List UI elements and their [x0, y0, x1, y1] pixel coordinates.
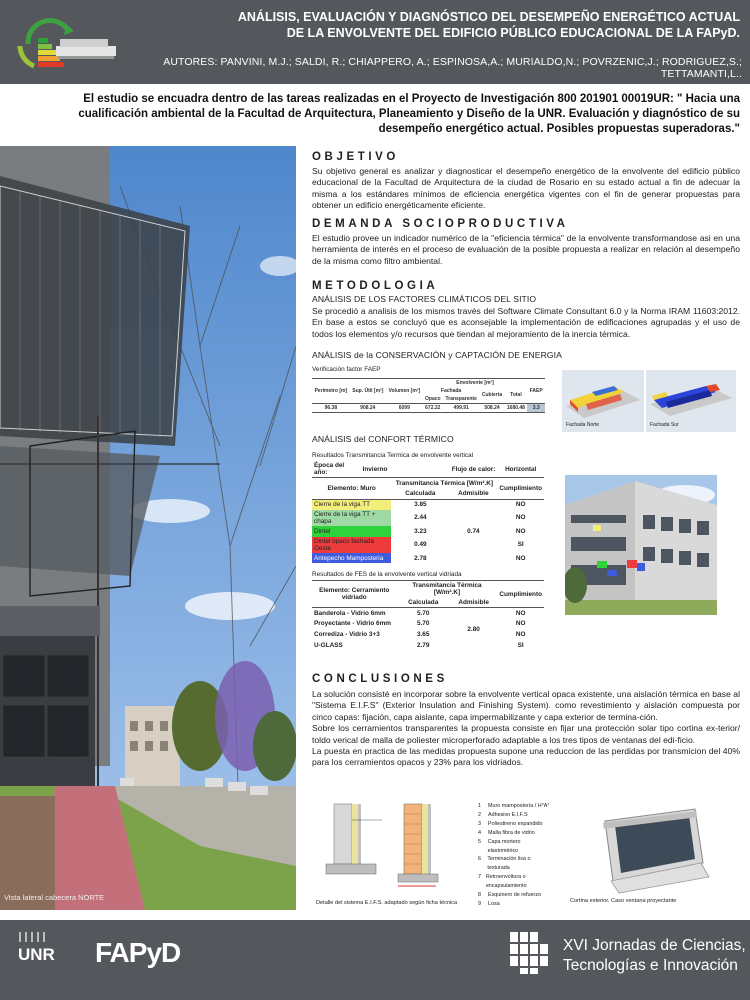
muro-row-result: SI	[517, 541, 524, 549]
muro-row-result: NO	[515, 554, 526, 562]
authors: AUTORES: PANVINI, M.J.; SALDI, R.; CHIAPPERO, A.; ESPINOSA,A.; MURIALDO,N.; POVRZENIC,J.; RODRIGUEZ,S.; TETTAMANTI,L..	[163, 56, 742, 80]
building-facade-photo	[565, 475, 717, 615]
muro-row-value: 2.78	[414, 554, 427, 562]
muro-row-value: 3.23	[414, 527, 427, 535]
faep-value-opaco: 672.22	[423, 404, 443, 413]
metodologia-section	[312, 280, 740, 340]
objetivo-text: Su objetivo general es analizar y diagnosticar el desempeño energético de la envolvente del edificio público educacional de la Facultad de Arquitectura de la ciudad de Rosario en su estado actual a fin de adecuar la misma a los estándares mínimos de eficiencia energética vigentes con el fin de generar propuestas para obtener un edificio energéticamente eficiente.	[312, 166, 740, 211]
jornadas-line-1: XVI Jornadas de Ciencias,	[563, 937, 746, 954]
conclusiones-section	[312, 673, 740, 769]
faep-value-faep: 3.3	[527, 404, 545, 413]
muro-row-name: Cierre de la viga TT	[312, 499, 391, 510]
admisible-vidrio: 2.80	[450, 608, 498, 651]
vidrio-row-name: Corrediza - Vidrio 3+3	[314, 631, 380, 639]
col-transmitancia-vidrio: Transmitancia Térmica [W/m².K]	[397, 581, 498, 598]
metodologia-subtitle: ANÁLISIS DE LOS FACTORES CLIMÁTICOS DEL SITIO	[312, 294, 537, 304]
faep-header-perimetro: Perímetro [m]	[312, 379, 350, 404]
faep-value-perimetro: 96.38	[312, 404, 350, 413]
muro-row-value: 0.49	[414, 541, 427, 549]
col-elemento-muro: Elemento: Muro	[312, 478, 391, 500]
eifs-detail-drawing	[312, 800, 472, 896]
faep-table	[312, 378, 545, 413]
faep-value-total: 1680.48	[505, 404, 528, 413]
photo-caption: Vista lateral cabecera NORTE	[4, 893, 105, 902]
metodologia-text: Se procedió a analisis de los mismos través del Software Climate Consultant 6.0 y la Norma IRAM 11603:2012. En base a estos se concluyó que es aconsejable la implementación de edificaciones agrupadas y el uso de todos los elementos y/o recursos que tiendan al mejoramiento de la inercia térmica.	[312, 306, 740, 339]
vidrio-row-value: 2.79	[416, 642, 430, 650]
muro-row-name: Cierre de la viga TT + chapa	[312, 510, 391, 526]
demanda-text: El estudio provee un indicador numérico de la "eficiencia térmica" de la envolvente transformandose asi en una herramienta de interés en el proceso de evaluación de la posible propuesta a realizar en relación al desempeño de la misma como filtro ambiental.	[312, 233, 740, 266]
muro-row-result: NO	[497, 499, 544, 510]
muro-row-name: Dintel	[312, 526, 391, 537]
legend-item: 5 Capa mortero elastomérico	[478, 838, 521, 854]
faep-value-transparente: 499.91	[443, 404, 480, 413]
muro-row-name: Dintel opaco fachada Oeste	[312, 537, 391, 553]
conclusiones-p1: La solución consisté en incorporar sobre la envolvente vertical opaca existente, una aislación térmica en base al "Sistema E.I.F.S" (Exterior Insulation and Finishing System). como revestimiento y aislación compuesta por cinco capas: fijación, capa aislante, capa impermabilizante y capa exterior de termina-ción.	[312, 689, 740, 722]
col-admisible-vidrio: Admisible	[458, 598, 489, 606]
col-calculada: Calculada	[405, 489, 436, 497]
building-photo	[0, 146, 296, 910]
fes-vidriada-table	[312, 580, 544, 651]
vidrio-row-result: NO	[515, 620, 526, 628]
poster-title	[150, 9, 740, 41]
col-cumplimiento-vidrio: Cumplimiento	[497, 581, 544, 608]
legend-item: 9 Losa	[478, 900, 500, 907]
vidrio-row-result: NO	[515, 631, 526, 639]
faep-header-transparente: Transparente	[445, 396, 477, 402]
muro-row-value: 3.85	[391, 499, 449, 510]
demanda-section	[312, 218, 740, 267]
conservacion-title: ANÁLISIS de la CONSERVACIÓN y CAPTACIÓN DE ENERGIA	[312, 350, 562, 360]
muro-row-value: 2.44	[414, 514, 427, 522]
title-line-2: DE LA ENVOLVENTE DEL EDIFICIO PÚBLICO EDUCACIONAL DE LA FAPyD.	[286, 26, 740, 40]
col-transmitancia: Transmitancia Térmica [W/m².K]	[391, 478, 497, 489]
faep-header-opaco: Opaco	[425, 396, 441, 402]
caption-fachada-sur: Fachada Sur	[650, 422, 679, 428]
vidrio-row-value: 5.70	[416, 620, 430, 628]
muro-row-result: NO	[515, 527, 526, 535]
eifs-caption: Detalle del sistema E.I.F.S. adaptado según ficha técnica	[316, 900, 458, 906]
legend-item: 6 Terminación lisa o texturada	[478, 856, 531, 872]
objetivo-section	[312, 151, 740, 212]
demanda-title: DEMANDA SOCIOPRODUCTIVA	[312, 218, 569, 230]
faep-value-cubierta: 508.24	[479, 404, 504, 413]
vidrio-row-name: Proyectante - Vidrio 6mm	[314, 620, 391, 628]
cortina-caption: Cortina exterior. Caso ventana proyectante	[570, 898, 677, 904]
faep-label: Verificación factor FAEP	[312, 366, 381, 373]
jornadas-line-2: Tecnologías e Innovación	[563, 957, 738, 974]
vidrio-row-result: NO	[497, 608, 544, 619]
objetivo-title: OBJETIVO	[312, 151, 399, 163]
faep-header-faep: FAEP	[527, 379, 545, 404]
col-cumplimiento: Cumplimiento	[497, 478, 544, 500]
confort-title: ANÁLISIS del CONFORT TÉRMICO	[312, 434, 454, 444]
faep-header-volumen: Volumen [m³]	[386, 379, 423, 404]
fapyd-wordmark: FAPyD	[95, 937, 181, 968]
epoca-label: Época del año:	[314, 462, 345, 476]
jornadas-logo	[508, 930, 556, 976]
admisible-muro: 0.74	[449, 499, 497, 563]
eifs-legend	[478, 802, 550, 909]
metodologia-title: METODOLOGIA	[312, 280, 439, 292]
faep-value-superficie: 908.24	[350, 404, 386, 413]
vidrio-row-result: SI	[517, 642, 524, 650]
col-calculada-vidrio: Calculada	[408, 598, 439, 606]
faep-header-fachada: Fachada	[440, 388, 462, 394]
conclusiones-title: CONCLUSIONES	[312, 673, 448, 685]
muro-row-result: NO	[515, 514, 526, 522]
table1-label: Resultados Transmitancia Termica de envolvente vertical	[312, 452, 474, 459]
conclusiones-p2: Sobre los cerramientos transparentes la propuesta consiste en fijar una protección solar tipo cortina ex-terior/ toldo verical de malla de poliester microperforado adaptable a los tres tipos de ventanas del edi-ficio.	[312, 723, 740, 745]
energy-logo	[8, 8, 120, 76]
flujo-label: Flujo de calor:	[451, 465, 496, 473]
vidrio-row-name: U-GLASS	[314, 642, 343, 650]
vidrio-row-value: 5.70	[397, 608, 450, 619]
muro-row-name: Antepecho Mamposteria	[312, 553, 391, 564]
transmitancia-muro-table	[312, 461, 544, 563]
faep-header-total: Total	[510, 392, 522, 398]
epoca-value: Invierno	[362, 465, 388, 473]
legend-item: 7 Retroenvoltura o encapsulamiento	[478, 874, 527, 890]
col-admisible: Admisible	[458, 489, 489, 497]
cortina-exterior-drawing	[585, 803, 735, 895]
legend-item: 3 Poliestireno expandido	[478, 820, 543, 827]
faep-header-cubierta: Cubierta	[481, 392, 503, 398]
intro-statement: El estudio se encuadra dentro de las tareas realizadas en el Proyecto de Investigación 800 201901 00019UR: " Hacia una cualificación ambiental de la Facultad de Arquitectura, Planeamiento y Diseño de la UNR. Evaluación y diagnóstico de su desempeño energético actual. Posibles propuestas superadoras."	[78, 93, 740, 135]
col-elemento-vidriado: Elemento: Cerramiento vidriado	[312, 581, 397, 608]
vidrio-row-name: Banderola - Vidrio 6mm	[312, 608, 397, 619]
legend-item: 1 Muro mampostería / H°A°	[478, 803, 550, 809]
unr-wordmark: UNR	[18, 945, 55, 964]
vidrio-row-value: 3.65	[416, 631, 430, 639]
flujo-value: Horizontal	[505, 465, 537, 473]
legend-item: 8 Esquinero de refuerzo	[478, 892, 542, 899]
table2-label: Resultados de FES de la envolvente vertical vidriada	[312, 571, 462, 578]
title-line-1: ANÁLISIS, EVALUACIÓN Y DIAGNÓSTICO DEL DESEMPEÑO ENERGÉTICO ACTUAL	[237, 10, 740, 24]
legend-item: 4 Malla fibra de vidrio	[478, 829, 535, 836]
caption-fachada-norte: Fachada Norte	[566, 422, 600, 428]
faep-header-superficie: Sup. Útil [m²]	[350, 379, 386, 404]
faep-header-envolvente: Envolvente [m²]	[423, 379, 528, 388]
conclusiones-p3: La puesta en practica de las medidas propuesta supone una reduccion de las perdidas por transmicion del 40% para los cerramientos opacos y 23% para los vidriados.	[312, 746, 740, 768]
legend-item: 2 Adhesivo E.I.F.S	[478, 811, 528, 818]
faep-value-volumen: 6099	[386, 404, 423, 413]
